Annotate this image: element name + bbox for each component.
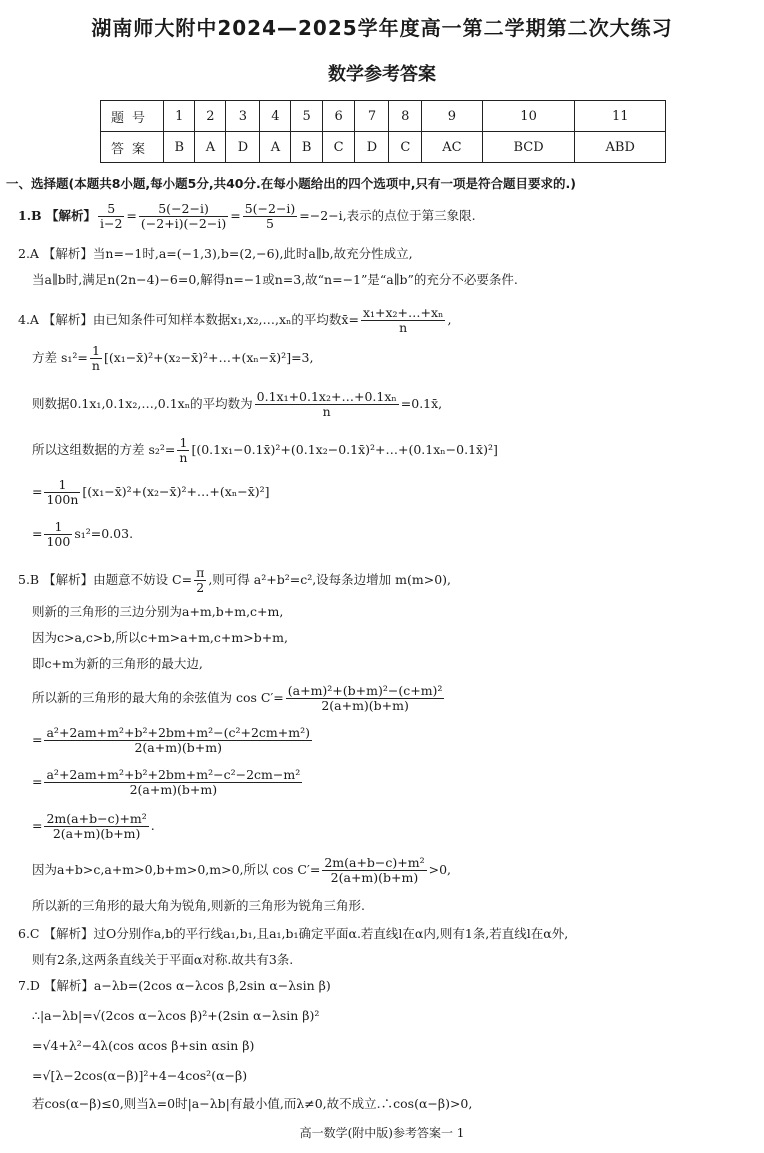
table-cell: BCD xyxy=(482,132,575,163)
denominator: n xyxy=(399,320,408,335)
q1-tail: =−2−i,表示的点位于第三象限. xyxy=(299,208,476,223)
numerator: (a+m)²+(b+m)²−(c+m)² xyxy=(287,683,443,698)
denominator: n xyxy=(322,404,331,419)
denominator: 100n xyxy=(46,492,79,507)
denominator: i−2 xyxy=(99,216,123,231)
answer-table-answer-row xyxy=(101,132,666,163)
q5-line-9 xyxy=(32,856,451,885)
q2-line-1: 2.A 【解析】当n=−1时,a=(−1,3),b=(2,−6),此时a∥b,故充分性成立, xyxy=(18,246,413,261)
fraction xyxy=(194,566,206,595)
text: = xyxy=(32,526,43,541)
q7-line-4: =√[λ−2cos(α−β)]²+4−4cos²(α−β) xyxy=(32,1068,248,1083)
table-cell: D xyxy=(226,132,260,163)
fraction xyxy=(44,520,72,549)
table-cell: A xyxy=(195,132,226,163)
q4-line-2 xyxy=(32,344,313,373)
q4-line-5 xyxy=(32,478,270,507)
denominator: 5 xyxy=(266,216,274,231)
text: 因为a+b>c,a+m>0,b+m>0,m>0,所以 cos C′= xyxy=(32,862,321,877)
q1-solution: 1.B 【解析】 $\frac{5}{i-2}$ = $\frac{5(-2-i)}{(-2+i)(-2-i)}$ = $\frac{5(-2-i)}{5}$ =−2−i,表示的点位于第三象限. xyxy=(18,201,476,231)
q6-line-2: 则有2条,这两条直线关于平面α对称.故共有3条. xyxy=(32,952,294,967)
fraction xyxy=(177,436,189,465)
table-cell: B xyxy=(291,132,322,163)
table-cell: 8 xyxy=(389,101,422,132)
q7-line-1: 7.D 【解析】a−λb=(2cos α−λcos β,2sin α−λsin β) xyxy=(18,978,331,993)
q5-line-7: = $\frac{\text{a²+2am+m²+b²+2bm+m²−c²−2cm−m²}}{2(a+m)(b+m)}$ xyxy=(32,767,301,797)
denominator: 2(a+m)(b+m) xyxy=(134,740,223,755)
fraction xyxy=(44,812,148,841)
q4-line-4 xyxy=(32,436,498,465)
q5-line-2: 则新的三角形的三边分别为a+m,b+m,c+m, xyxy=(32,604,284,619)
denominator: 2(a+m)(b+m) xyxy=(129,782,218,797)
numerator: 2m(a+b−c)+m² xyxy=(46,811,147,826)
numerator: 5 xyxy=(98,202,124,217)
numerator: a²+2am+m²+b²+2bm+m²−c²−2cm−m² xyxy=(46,767,301,782)
numerator: a²+2am+m²+b²+2bm+m²−(c²+2cm+m²) xyxy=(46,725,310,740)
q5-line-1 xyxy=(18,566,451,595)
text: s₁²=0.03. xyxy=(74,526,134,541)
q6-line-1: 6.C 【解析】过O分别作a,b的平行线a₁,b₁,且a₁,b₁确定平面α.若直线l在α内,则有1条,若直线l在α外, xyxy=(18,926,569,941)
numerator: 0.1x₁+0.1x₂+…+0.1xₙ xyxy=(256,389,397,404)
numerator: 1 xyxy=(177,436,189,451)
table-cell: C xyxy=(322,132,355,163)
table-cell: 1 xyxy=(164,101,195,132)
table-cell: ABD xyxy=(575,132,666,163)
denominator: (−2+i)(−2−i) xyxy=(140,216,227,231)
q5-line-3: 因为c>a,c>b,所以c+m>a+m,c+m>b+m, xyxy=(32,630,289,645)
table-cell: 6 xyxy=(322,101,355,132)
text: ,则可得 a²+b²=c²,设每条边增加 m(m>0), xyxy=(208,572,452,587)
q7-line-3: =√4+λ²−4λ(cos αcos β+sin αsin β) xyxy=(32,1038,255,1053)
text: 5.B 【解析】由题意不妨设 C= xyxy=(18,572,193,587)
table-cell: 2 xyxy=(195,101,226,132)
fraction xyxy=(44,768,302,797)
fraction xyxy=(243,202,298,231)
q4-line-6 xyxy=(32,520,133,549)
table-cell: A xyxy=(260,132,291,163)
numerator: 2m(a+b−c)+m² xyxy=(324,855,425,870)
table-cell: 11 xyxy=(575,101,666,132)
text: [(x₁−x̄)²+(x₂−x̄)²+…+(xₙ−x̄)²] xyxy=(82,484,270,499)
table-cell: 4 xyxy=(260,101,291,132)
table-row-label: 答案 xyxy=(101,132,164,163)
numerator: 1 xyxy=(44,520,72,535)
text: >0, xyxy=(428,862,452,877)
denominator: 2(a+m)(b+m) xyxy=(330,870,419,885)
text: 所以这组数据的方差 s₂²= xyxy=(32,442,176,457)
numerator: π xyxy=(196,565,205,580)
fraction xyxy=(286,684,445,713)
table-cell: 9 xyxy=(422,101,483,132)
q1-prefix: 1.B 【解析】 xyxy=(18,208,96,223)
table-cell: AC xyxy=(422,132,483,163)
text: =0.1x̄, xyxy=(400,396,443,411)
table-cell: 7 xyxy=(355,101,389,132)
q5-line-8: = $\frac{\text{2m(a+b−c)+m²}}{2(a+m)(b+m)}$ . xyxy=(32,811,155,841)
denominator: 2(a+m)(b+m) xyxy=(321,698,409,713)
fraction xyxy=(361,306,446,335)
page-title: 湖南师大附中2024—2025学年度高一第二学期第二次大练习 xyxy=(91,16,673,40)
q4-line-3 xyxy=(32,390,442,419)
text: [(0.1x₁−0.1x̄)²+(0.1x₂−0.1x̄)²+…+(0.1xₙ−0.1x̄)²] xyxy=(191,442,498,457)
text: = xyxy=(32,484,43,499)
denominator: n xyxy=(91,358,100,373)
text: 方差 s₁²= xyxy=(32,350,88,365)
numerator: 1 xyxy=(90,344,102,359)
fraction xyxy=(98,202,124,231)
fraction xyxy=(255,390,399,419)
table-cell: C xyxy=(389,132,422,163)
table-cell: 3 xyxy=(226,101,260,132)
table-cell: 5 xyxy=(291,101,322,132)
q2-line-2: 当a∥b时,满足n(2n−4)−6=0,解得n=−1或n=3,故“n=−1”是“a∥b”的充分不必要条件. xyxy=(32,272,518,287)
text: 则数据0.1x₁,0.1x₂,…,0.1xₙ的平均数为 xyxy=(32,396,253,411)
q7-line-2: ∴|a−λb|=√(2cos α−λcos β)²+(2sin α−λsin β)² xyxy=(32,1008,320,1023)
fraction xyxy=(139,202,228,231)
numerator: x₁+x₂+…+xₙ xyxy=(362,305,444,320)
page-subtitle: 数学参考答案 xyxy=(328,64,436,85)
denominator: 2 xyxy=(196,580,205,595)
text: 所以新的三角形的最大角的余弦值为 cos C′= xyxy=(32,690,284,705)
answer-table-number-row xyxy=(101,101,666,132)
q5-line-6: = $\frac{\text{a²+2am+m²+b²+2bm+m²−(c²+2cm+m²)}}{2(a+m)(b+m)}$ xyxy=(32,725,310,755)
fraction xyxy=(44,726,312,755)
numerator: 5(−2−i) xyxy=(244,201,296,216)
fraction xyxy=(90,344,102,373)
q4-line-1: 4.A 【解析】由已知条件可知样本数据x₁,x₂,…,xₙ的平均数x̄= $\frac{\text{x₁+x₂+…+xₙ}}{n}$ , xyxy=(18,305,452,335)
denominator: 100 xyxy=(46,534,71,549)
numerator: 5(−2−i) xyxy=(139,202,228,217)
fraction xyxy=(44,478,80,507)
denominator: 2(a+m)(b+m) xyxy=(52,826,141,841)
denominator: n xyxy=(179,450,188,465)
numerator: 1 xyxy=(44,478,80,493)
answer-table xyxy=(100,100,666,163)
text: [(x₁−x̄)²+(x₂−x̄)²+…+(xₙ−x̄)²]=3, xyxy=(103,350,314,365)
q5-line-4: 即c+m为新的三角形的最大边, xyxy=(32,656,203,671)
q5-line-5 xyxy=(32,684,446,713)
table-row-label: 题号 xyxy=(101,101,164,132)
q5-line-10: 所以新的三角形的最大角为锐角,则新的三角形为锐角三角形. xyxy=(32,898,365,913)
section-heading: 一、选择题(本题共8小题,每小题5分,共40分.在每小题给出的四个选项中,只有一项是符合题目要求的.) xyxy=(6,176,576,191)
table-cell: B xyxy=(164,132,195,163)
table-cell: D xyxy=(355,132,389,163)
text: 4.A 【解析】由已知条件可知样本数据x₁,x₂,…,xₙ的平均数x̄= xyxy=(18,312,359,327)
page-footer: 高一数学(附中版)参考答案一 1 xyxy=(299,1126,465,1140)
q7-line-5: 若cos(α−β)≤0,则当λ=0时|a−λb|有最小值,而λ≠0,故不成立.∴cos(α−β)>0, xyxy=(32,1096,473,1111)
table-cell: 10 xyxy=(482,101,575,132)
fraction xyxy=(322,856,426,885)
